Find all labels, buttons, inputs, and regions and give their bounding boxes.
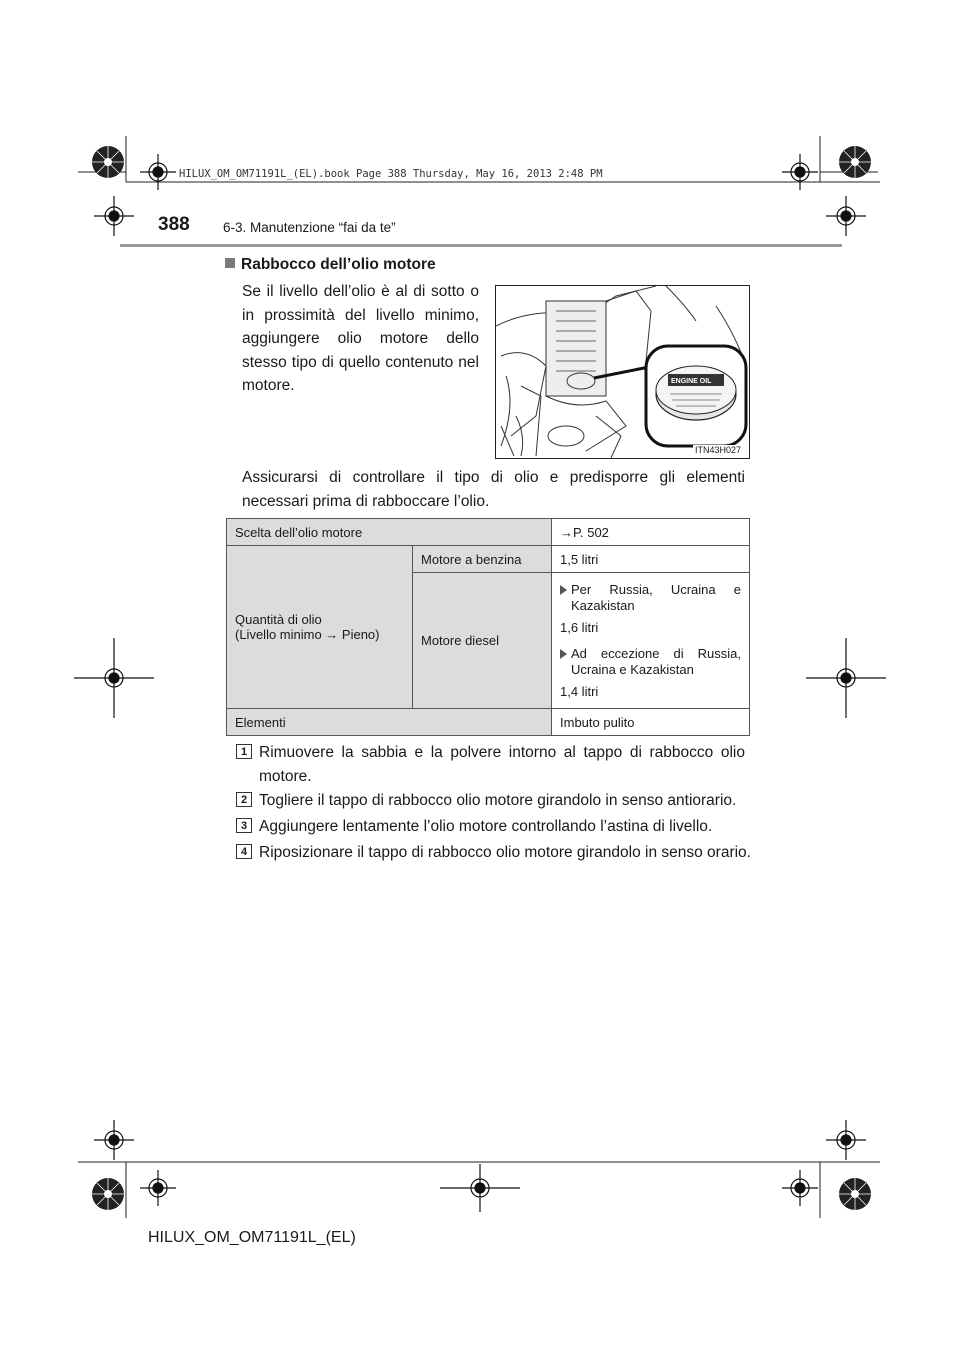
oil-quantity-label-line1: Quantità di olio [235, 612, 322, 627]
cap-label: ENGINE OIL [671, 378, 712, 385]
engine-bay-illustration [496, 286, 750, 459]
oil-choice-ref: →P. 502 [552, 519, 750, 546]
diesel-variant-1-text: Per Russia, Ucraina e Kazakistan [571, 581, 741, 613]
step-text: Aggiungere lentamente l’olio motore controllando l’astina di livello. [259, 818, 713, 835]
list-item [236, 842, 751, 868]
step-number-box: 3 [236, 818, 252, 833]
steps-list [236, 743, 751, 868]
diesel-variant-2-text: Ad eccezione di Russia, Ucraina e Kazakistan [571, 645, 741, 677]
diesel-variant-2 [560, 646, 741, 678]
page-number: 388 [158, 214, 190, 235]
step-number-box: 4 [236, 844, 252, 859]
step-text: Rimuovere la sabbia e la polvere intorno al tappo di rabbocco olio motore. [259, 744, 745, 785]
table-row [227, 709, 750, 736]
figure-code: ITN43H027 [694, 445, 741, 455]
list-item [236, 743, 748, 790]
footer-doc-code: HILUX_OM_OM71191L_(EL) [148, 1229, 356, 1246]
diesel-engine-label: Motore diesel [413, 573, 552, 709]
triangle-bullet-icon [560, 585, 567, 595]
diesel-variant-1 [560, 582, 741, 614]
diesel-value-1: 1,6 litri [560, 619, 599, 635]
check-paragraph: Assicurarsi di controllare il tipo di olio e predisporre gli elementi necessari prima di rabboccare l’olio. [242, 469, 745, 510]
items-label: Elementi [227, 709, 552, 736]
step-text: Togliere il tappo di rabbocco olio motore girandolo in senso antiorario. [259, 792, 737, 809]
oil-quantity-label [227, 546, 413, 709]
list-item [236, 790, 748, 816]
engine-oil-cap-figure [495, 285, 750, 459]
list-item [236, 816, 748, 842]
oil-quantity-label-line2: (Livello minimo → Pieno) [235, 627, 380, 642]
section-title: 6-3. Manutenzione “fai da te” [223, 220, 396, 235]
items-value: Imbuto pulito [552, 709, 750, 736]
intro-paragraph: Se il livello dell’olio è al di sotto o in prossimità del livello minimo, aggiungere olio motore dello stesso tipo di quello contenuto nel motore. [242, 283, 479, 394]
petrol-engine-label: Motore a benzina [413, 546, 552, 573]
oil-choice-label: Scelta dell’olio motore [227, 519, 552, 546]
step-text: Riposizionare il tappo di rabbocco olio motore girandolo in senso orario. [259, 844, 751, 861]
table-row [227, 519, 750, 546]
step-number-box: 2 [236, 792, 252, 807]
section-heading [225, 256, 436, 274]
header-rule [120, 244, 842, 247]
book-slug: HILUX_OM_OM71191L_(EL).book Page 388 Thursday, May 16, 2013 2:48 PM [179, 168, 603, 180]
square-bullet-icon [225, 258, 235, 268]
petrol-engine-value: 1,5 litri [552, 546, 750, 573]
diesel-value-2: 1,4 litri [560, 683, 599, 699]
section-heading-text: Rabbocco dell’olio motore [241, 256, 436, 273]
oil-spec-table [226, 518, 750, 736]
table-row [227, 546, 750, 573]
triangle-bullet-icon [560, 649, 567, 659]
diesel-engine-values [552, 573, 750, 709]
step-number-box: 1 [236, 744, 252, 759]
